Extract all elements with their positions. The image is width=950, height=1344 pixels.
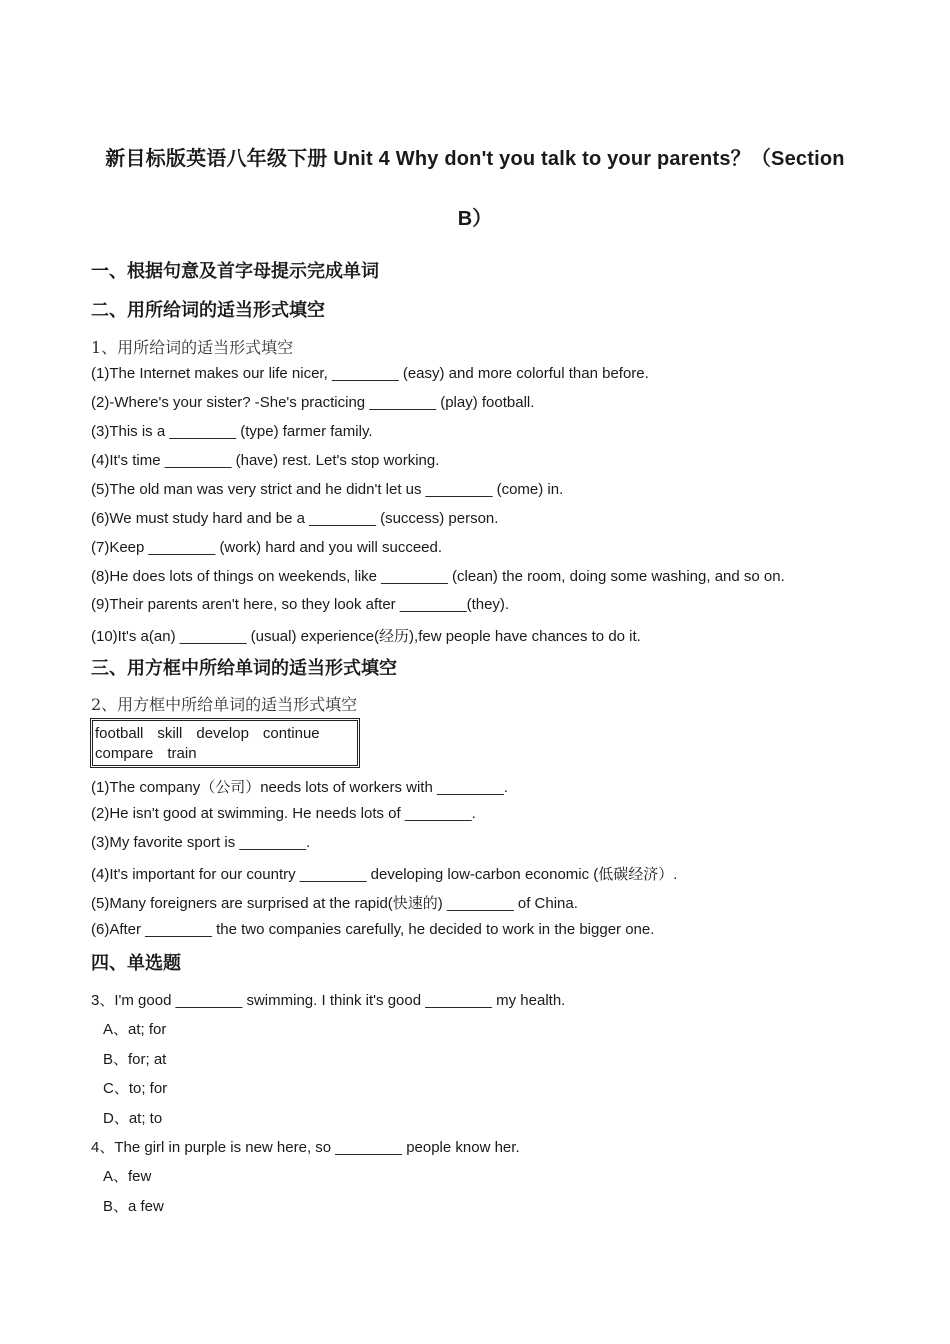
word-box-word: train: [167, 745, 197, 762]
word-box-word: skill: [157, 725, 183, 742]
word-box-word: football: [95, 725, 144, 742]
q1-item: (2)-Where's your sister? -She's practicing ________ (play) football.: [91, 394, 535, 411]
section-heading-2: 二、用所给词的适当形式填空: [91, 300, 325, 320]
section-heading-4: 四、单选题: [91, 953, 181, 973]
q4-option: A、few: [103, 1168, 152, 1185]
q1-item: (8)He does lots of things on weekends, like ________ (clean) the room, doing some washing, and so on.: [91, 568, 785, 585]
q3-option: A、at; for: [103, 1021, 167, 1038]
q1-item: (3)This is a ________ (type) farmer family.: [91, 423, 373, 440]
q2-item: (4)It's important for our country ________ developing low-carbon economic (低碳经济）.: [91, 866, 678, 883]
q3-option: C、to; for: [103, 1080, 168, 1097]
question-3-stem: 3、I'm good ________ swimming. I think it's good ________ my health.: [91, 992, 566, 1009]
question-4-stem: 4、The girl in purple is new here, so ________ people know her.: [91, 1139, 520, 1156]
word-box: [90, 718, 360, 768]
q1-item: (1)The Internet makes our life nicer, ________ (easy) and more colorful than before.: [91, 365, 649, 382]
question-2-title: 2、用方框中所给单词的适当形式填空: [91, 695, 358, 714]
q3-option: D、at; to: [103, 1110, 163, 1127]
q2-item: (1)The company（公司）needs lots of workers with ________.: [91, 779, 508, 796]
page-title-line-2: B）: [457, 208, 493, 230]
q1-item: (6)We must study hard and be a ________ (success) person.: [91, 510, 499, 527]
word-box-row-1: [95, 724, 357, 744]
q4-option: B、a few: [103, 1198, 164, 1215]
q3-option: B、for; at: [103, 1051, 167, 1068]
q2-item: (5)Many foreigners are surprised at the rapid(快速的) ________ of China.: [91, 895, 578, 912]
word-box-row-2: [95, 744, 357, 764]
q2-item: (3)My favorite sport is ________.: [91, 834, 311, 851]
section-heading-1: 一、根据句意及首字母提示完成单词: [91, 261, 379, 281]
q1-item: (10)It's a(an) ________ (usual) experience(经历),few people have chances to do it.: [91, 628, 641, 645]
word-box-word: develop: [196, 725, 249, 742]
q2-item: (6)After ________ the two companies carefully, he decided to work in the bigger one.: [91, 921, 655, 938]
question-1-title: 1、用所给词的适当形式填空: [91, 338, 294, 357]
word-box-word: compare: [95, 745, 154, 762]
q1-item: (4)It's time ________ (have) rest. Let's stop working.: [91, 452, 440, 469]
q1-item: (9)Their parents aren't here, so they look after ________(they).: [91, 596, 510, 613]
q1-item: (5)The old man was very strict and he didn't let us ________ (come) in.: [91, 481, 564, 498]
q2-item: (2)He isn't good at swimming. He needs lots of ________.: [91, 805, 476, 822]
page-title-line-1: 新目标版英语八年级下册 Unit 4 Why don't you talk to your parents？（Section: [105, 148, 845, 170]
section-heading-3: 三、用方框中所给单词的适当形式填空: [91, 658, 397, 678]
word-box-word: continue: [262, 725, 320, 742]
q1-item: (7)Keep ________ (work) hard and you will succeed.: [91, 539, 443, 556]
